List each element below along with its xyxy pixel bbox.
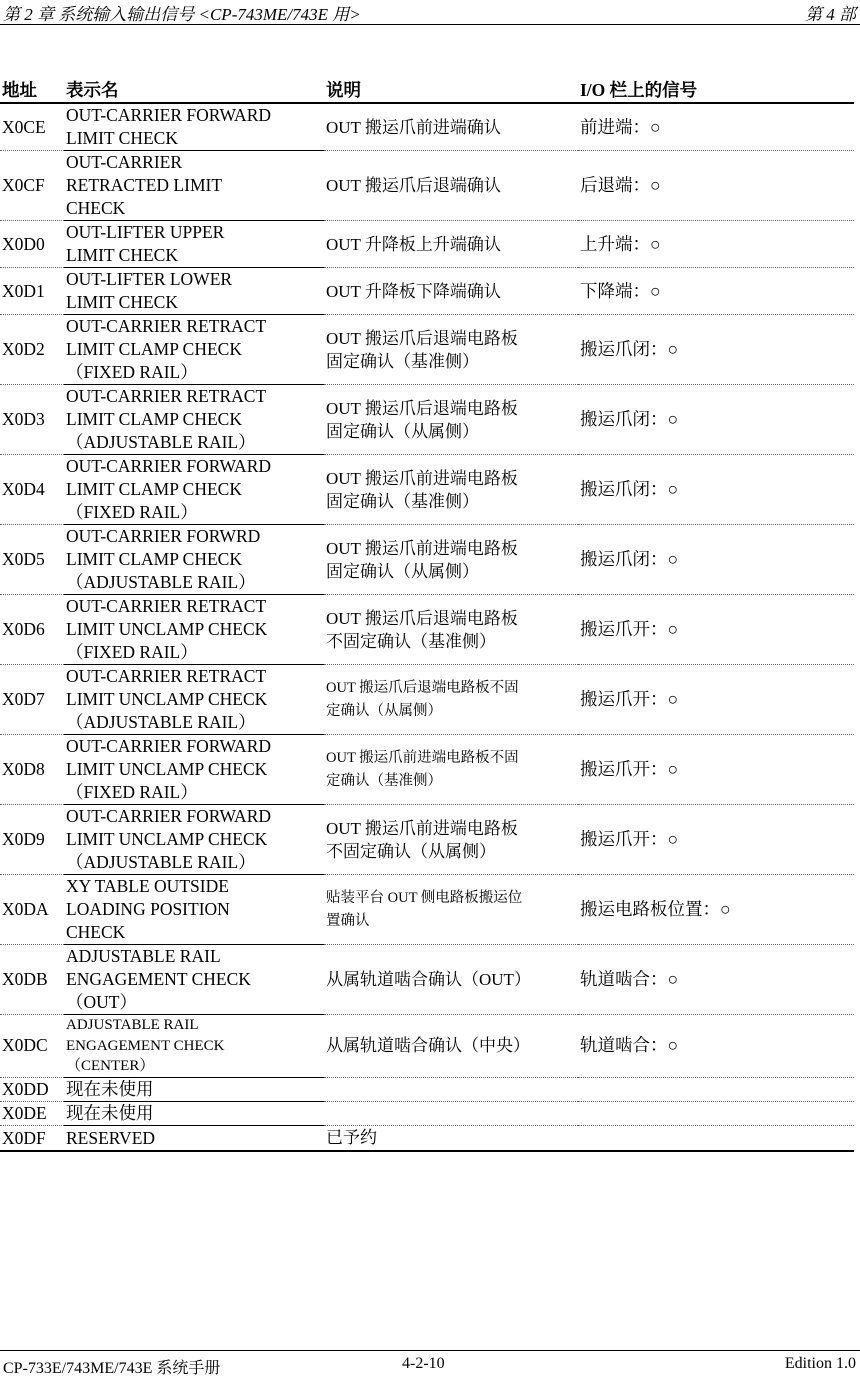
cell-io-signal: 搬运电路板位置：○ [578, 875, 854, 945]
chapter-title: 第 2 章 系统输入输出信号 <CP-743ME/743E 用> [3, 5, 361, 24]
table-row [0, 1015, 854, 1078]
display-name-line: （FIXED RAIL） [66, 362, 198, 382]
cell-display-name [64, 268, 324, 315]
cell-description [324, 1015, 578, 1078]
table-row [0, 103, 854, 151]
cell-io-signal: 下降端：○ [578, 268, 854, 315]
cell-io-signal: 后退端：○ [578, 151, 854, 221]
cell-display-name [64, 221, 324, 268]
display-name-line: OUT-CARRIER FORWRD [66, 526, 261, 546]
display-name-line: OUT-CARRIER RETRACT [66, 316, 267, 336]
display-name-line: LIMIT UNCLAMP CHECK [66, 759, 268, 779]
cell-address: X0D1 [0, 268, 64, 315]
table-row [0, 455, 854, 525]
description-line: OUT 搬运爪后退端电路板 [326, 398, 518, 418]
cell-display-name [64, 1015, 324, 1078]
table-row [0, 221, 854, 268]
display-name-line: LIMIT CLAMP CHECK [66, 409, 242, 429]
display-name-line: （FIXED RAIL） [66, 642, 198, 662]
cell-display-name [64, 665, 324, 735]
signal-table [0, 77, 854, 1152]
cell-io-signal: 搬运爪闭：○ [578, 315, 854, 385]
display-name-line: OUT-CARRIER FORWARD [66, 736, 272, 756]
display-name-line: （FIXED RAIL） [66, 782, 198, 802]
cell-description [324, 455, 578, 525]
cell-display-name [64, 103, 324, 151]
display-name-line: ADJUSTABLE RAIL [66, 946, 221, 966]
table-row [0, 151, 854, 221]
table-row [0, 875, 854, 945]
description-line: 定确认（从属侧） [326, 702, 442, 719]
cell-address: X0CE [0, 103, 64, 151]
display-name-line: （FIXED RAIL） [66, 502, 198, 522]
cell-description [324, 525, 578, 595]
description-line: OUT 搬运爪后退端电路板 [326, 608, 518, 628]
cell-address: X0DD [0, 1077, 64, 1101]
display-name-line: OUT-LIFTER LOWER [66, 269, 233, 289]
cell-description [324, 1077, 578, 1101]
display-name-line: （ADJUSTABLE RAIL） [66, 712, 256, 732]
display-name-line: LIMIT CLAMP CHECK [66, 479, 242, 499]
cell-io-signal: 搬运爪开：○ [578, 805, 854, 875]
description-line: 定确认（基准侧） [326, 772, 442, 789]
display-name-line: CHECK [66, 922, 126, 942]
display-name-line: ADJUSTABLE RAIL [66, 1017, 199, 1033]
column-header-address: 地址 [0, 77, 64, 103]
cell-address: X0D5 [0, 525, 64, 595]
cell-display-name [64, 1125, 324, 1151]
cell-io-signal: 轨道啮合：○ [578, 945, 854, 1015]
display-name-line: LIMIT UNCLAMP CHECK [66, 689, 268, 709]
cell-display-name [64, 805, 324, 875]
description-line: 从属轨道啮合确认（中央） [326, 1036, 530, 1056]
table-row [0, 268, 854, 315]
cell-display-name [64, 1101, 324, 1125]
cell-display-name [64, 315, 324, 385]
display-name-line: ENGAGEMENT CHECK [66, 969, 251, 989]
display-name-line: LIMIT CHECK [66, 128, 178, 148]
cell-display-name [64, 455, 324, 525]
table-row [0, 385, 854, 455]
table-row [0, 595, 854, 665]
cell-io-signal: 搬运爪闭：○ [578, 525, 854, 595]
cell-description [324, 875, 578, 945]
cell-io-signal [578, 1077, 854, 1101]
description-line: 已予约 [326, 1127, 377, 1147]
display-name-line: （ADJUSTABLE RAIL） [66, 432, 256, 452]
table-row [0, 805, 854, 875]
description-line: OUT 搬运爪前进端电路板 [326, 818, 518, 838]
cell-description [324, 315, 578, 385]
cell-io-signal: 搬运爪开：○ [578, 595, 854, 665]
cell-description [324, 268, 578, 315]
description-line: OUT 升降板下降端确认 [326, 281, 501, 301]
cell-address: X0D3 [0, 385, 64, 455]
table-row [0, 525, 854, 595]
display-name-line: OUT-CARRIER FORWARD [66, 456, 272, 476]
cell-description [324, 595, 578, 665]
cell-address: X0D6 [0, 595, 64, 665]
description-line: 不固定确认（从属侧） [326, 841, 496, 861]
cell-io-signal [578, 1125, 854, 1151]
display-name-line: OUT-LIFTER UPPER [66, 222, 225, 242]
table-row [0, 665, 854, 735]
cell-display-name [64, 875, 324, 945]
manual-title: CP-733E/743ME/743E 系统手册 [3, 1360, 221, 1377]
description-line: 不固定确认（基准侧） [326, 631, 496, 651]
cell-address: X0D9 [0, 805, 64, 875]
description-line: 固定确认（从属侧） [326, 421, 479, 441]
description-line: OUT 搬运爪后退端电路板不固 [326, 679, 519, 696]
cell-address: X0DA [0, 875, 64, 945]
cell-display-name [64, 1077, 324, 1101]
cell-address: X0D0 [0, 221, 64, 268]
cell-description [324, 151, 578, 221]
display-name-line: （ADJUSTABLE RAIL） [66, 852, 256, 872]
page-number: 4-2-10 [402, 1355, 445, 1372]
cell-io-signal: 搬运爪开：○ [578, 665, 854, 735]
display-name-line: LIMIT CLAMP CHECK [66, 549, 242, 569]
display-name-line: XY TABLE OUTSIDE [66, 876, 229, 896]
display-name-line: LIMIT CLAMP CHECK [66, 339, 242, 359]
display-name-line: CHECK [66, 198, 126, 218]
description-line: 置确认 [326, 912, 370, 929]
table-row [0, 1101, 854, 1125]
column-header-name: 表示名 [64, 77, 324, 103]
cell-address: X0D8 [0, 735, 64, 805]
description-line: OUT 搬运爪前进端电路板 [326, 468, 518, 488]
table-row [0, 735, 854, 805]
cell-address: X0DE [0, 1101, 64, 1125]
display-name-line: OUT-CARRIER RETRACT [66, 596, 267, 616]
cell-description [324, 805, 578, 875]
display-name-line: LOADING POSITION [66, 899, 230, 919]
table-row [0, 1077, 854, 1101]
cell-io-signal: 上升端：○ [578, 221, 854, 268]
cell-io-signal: 搬运爪开：○ [578, 735, 854, 805]
display-name-line: 现在未使用 [66, 1102, 154, 1123]
table-header-row [0, 77, 854, 103]
cell-description [324, 221, 578, 268]
cell-display-name [64, 525, 324, 595]
cell-address: X0D7 [0, 665, 64, 735]
display-name-line: RETRACTED LIMIT [66, 175, 223, 195]
description-line: OUT 搬运爪前进端确认 [326, 117, 501, 137]
display-name-line: OUT-CARRIER FORWARD [66, 105, 272, 125]
display-name-line: LIMIT UNCLAMP CHECK [66, 829, 268, 849]
cell-io-signal: 前进端：○ [578, 103, 854, 151]
description-line: 固定确认（从属侧） [326, 561, 479, 581]
description-line: OUT 搬运爪后退端电路板 [326, 328, 518, 348]
part-label: 第 4 部 [805, 5, 856, 24]
display-name-line: LIMIT CHECK [66, 245, 178, 265]
display-name-line: OUT-CARRIER [66, 152, 183, 172]
cell-address: X0DC [0, 1015, 64, 1078]
cell-io-signal [578, 1101, 854, 1125]
description-line: 固定确认（基准侧） [326, 351, 479, 371]
table-row [0, 315, 854, 385]
cell-io-signal: 轨道啮合：○ [578, 1015, 854, 1078]
display-name-line: LIMIT UNCLAMP CHECK [66, 619, 268, 639]
display-name-line: OUT-CARRIER FORWARD [66, 806, 272, 826]
description-line: OUT 搬运爪前进端电路板 [326, 538, 518, 558]
cell-display-name [64, 385, 324, 455]
edition-label: Edition 1.0 [784, 1355, 856, 1372]
cell-display-name [64, 735, 324, 805]
display-name-line: LIMIT CHECK [66, 292, 178, 312]
column-header-description: 说明 [324, 77, 578, 103]
description-line: OUT 搬运爪前进端电路板不固 [326, 749, 519, 766]
display-name-line: （ADJUSTABLE RAIL） [66, 572, 256, 592]
description-line: OUT 升降板上升端确认 [326, 234, 501, 254]
display-name-line: （OUT） [66, 992, 137, 1012]
display-name-line: 现在未使用 [66, 1078, 154, 1099]
description-line: 贴装平台 OUT 侧电路板搬运位 [326, 889, 523, 906]
page-footer [0, 1350, 860, 1378]
cell-display-name [64, 945, 324, 1015]
cell-io-signal: 搬运爪闭：○ [578, 385, 854, 455]
column-header-io-signal: I/O 栏上的信号 [578, 77, 854, 103]
cell-description [324, 103, 578, 151]
table-row [0, 1125, 854, 1151]
display-name-line: OUT-CARRIER RETRACT [66, 386, 267, 406]
display-name-line: ENGAGEMENT CHECK [66, 1037, 225, 1054]
cell-address: X0D2 [0, 315, 64, 385]
display-name-line: （CENTER） [66, 1058, 155, 1074]
page-header [0, 0, 860, 25]
display-name-line: OUT-CARRIER RETRACT [66, 666, 267, 686]
cell-io-signal: 搬运爪闭：○ [578, 455, 854, 525]
cell-address: X0DF [0, 1125, 64, 1151]
cell-address: X0D4 [0, 455, 64, 525]
description-line: OUT 搬运爪后退端确认 [326, 176, 501, 195]
cell-description [324, 735, 578, 805]
cell-description [324, 1101, 578, 1125]
display-name-line: RESERVED [66, 1127, 156, 1148]
cell-address: X0DB [0, 945, 64, 1015]
description-line: 从属轨道啮合确认（OUT） [326, 970, 531, 989]
cell-description [324, 945, 578, 1015]
cell-address: X0CF [0, 151, 64, 221]
table-row [0, 945, 854, 1015]
cell-display-name [64, 595, 324, 665]
cell-description [324, 1125, 578, 1151]
cell-description [324, 385, 578, 455]
cell-display-name [64, 151, 324, 221]
cell-description [324, 665, 578, 735]
description-line: 固定确认（基准侧） [326, 491, 479, 511]
